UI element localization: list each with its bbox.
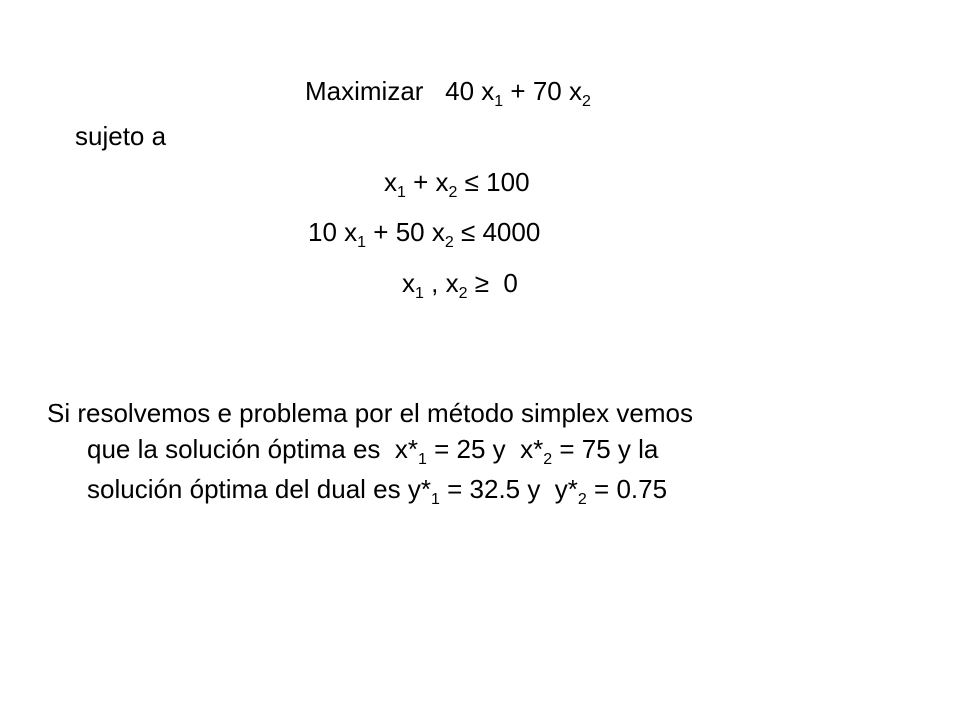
subscript: 1 (494, 93, 504, 110)
paragraph-text: = 75 y la (552, 434, 659, 464)
paragraph-text: = 32.5 y y* (439, 474, 578, 504)
constraint-rhs: ≤ 4000 (453, 217, 541, 247)
subject-to-label: sujeto a (75, 121, 167, 151)
subscript: 1 (397, 184, 406, 201)
constraint-nonnegativity (402, 268, 518, 302)
paragraph-text: = 0.75 (586, 474, 668, 504)
constraint-term: 10 x (308, 217, 358, 247)
subscript: 1 (357, 234, 367, 251)
constraint-term: , x (423, 268, 459, 298)
constraint-term: + 50 x (366, 217, 445, 247)
paragraph-text: solución óptima del dual es y* (87, 474, 431, 504)
objective-label: Maximizar (305, 76, 424, 106)
constraint-term: x (384, 167, 397, 197)
subscript: 1 (417, 451, 427, 468)
constraint-rhs: ≤ 100 (457, 167, 530, 197)
objective-function (305, 76, 591, 110)
subscript: 2 (448, 184, 458, 201)
subscript: 2 (543, 451, 553, 468)
constraint-1 (384, 167, 530, 201)
constraint-term: + x (405, 167, 449, 197)
paragraph-text: que la solución óptima es x* (87, 434, 418, 464)
subscript: 1 (415, 285, 424, 302)
constraint-rhs: ≥ 0 (467, 268, 518, 298)
paragraph-line-3 (87, 472, 667, 506)
subscript: 2 (444, 234, 454, 251)
subscript: 2 (577, 491, 587, 508)
objective-term-2: + 70 x (503, 76, 582, 106)
constraint-term: x (402, 268, 415, 298)
subscript: 2 (458, 285, 468, 302)
objective-term-1: 40 x (445, 76, 495, 106)
paragraph-line-1: Si resolvemos e problema por el método simplex vemos (47, 398, 693, 428)
constraint-2 (308, 217, 541, 251)
paragraph-line-2 (87, 432, 658, 466)
paragraph-text: = 25 y x* (426, 434, 544, 464)
subscript: 2 (581, 93, 591, 110)
subscript: 1 (430, 491, 440, 508)
